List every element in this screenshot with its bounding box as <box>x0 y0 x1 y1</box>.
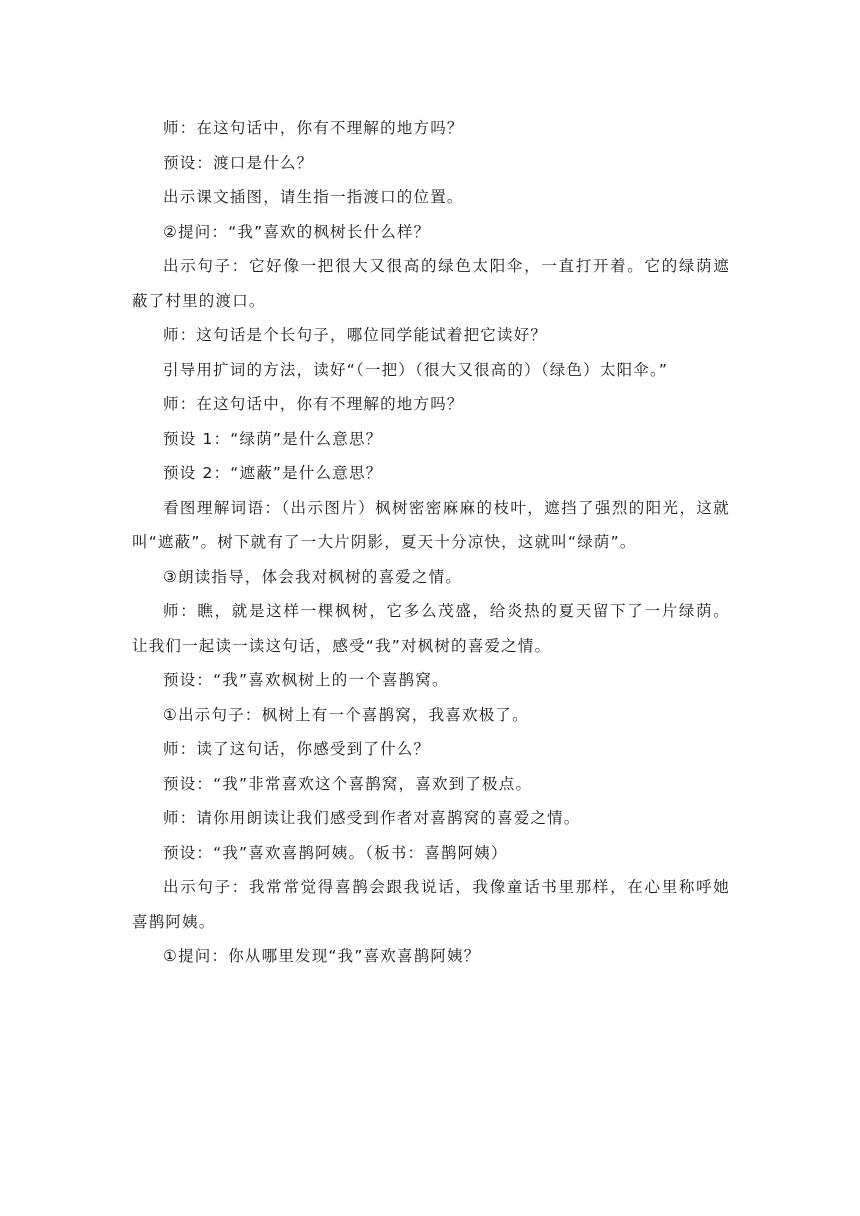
paragraph: 出示课文插图，请生指一指渡口的位置。 <box>163 188 464 206</box>
paragraph: 预设 2：“遮蔽”是什么意思？ <box>163 464 383 482</box>
paragraph: 师：在这句话中，你有不理解的地方吗？ <box>163 395 464 413</box>
paragraph: 出示句子：我常常觉得喜鹊会跟我说话，我像童话书里那样，在心里称呼她喜鹊阿姨。 <box>132 878 730 931</box>
paragraph: ③朗读指导，体会我对枫树的喜爱之情。 <box>163 567 462 586</box>
paragraph: 预设：“我”非常喜欢这个喜鹊窝，喜欢到了极点。 <box>163 774 533 793</box>
paragraph: 看图理解词语：（出示图片）枫树密密麻麻的枝叶，遮挡了强烈的阳光，这就叫“遮蔽”。树下就有了一大片阴影，夏天十分凉快，这就叫“绿荫”。 <box>132 498 730 551</box>
paragraph: 预设：“我”喜欢喜鹊阿姨。（板书：喜鹊阿姨） <box>163 843 508 862</box>
paragraph: 引导用扩词的方法，读好“（一把）（很大又很高的）（绿色）太阳伞。” <box>163 360 669 379</box>
paragraph: 出示句子：它好像一把很大又很高的绿色太阳伞，一直打开着。它的绿荫遮蔽了村里的渡口。 <box>132 257 730 310</box>
paragraph: 预设 1：“绿荫”是什么意思？ <box>163 429 383 448</box>
paragraph: 师：请你用朗读让我们感受到作者对喜鹊窝的喜爱之情。 <box>163 809 581 827</box>
paragraph: ②提问：“我”喜欢的枫树长什么样？ <box>163 222 431 241</box>
paragraph: 师：读了这句话，你感受到了什么？ <box>163 740 431 758</box>
paragraph: 师：在这句话中，你有不理解的地方吗？ <box>163 119 464 137</box>
paragraph: 师：这句话是个长句子，哪位同学能试着把它读好？ <box>163 326 548 344</box>
paragraph: ①出示句子：枫树上有一个喜鹊窝，我喜欢极了。 <box>163 705 529 724</box>
paragraph: 预设：“我”喜欢枫树上的一个喜鹊窝。 <box>163 671 449 689</box>
document-page <box>132 111 730 974</box>
paragraph: 师：瞧，就是这样一棵枫树，它多么茂盛，给炎热的夏天留下了一片绿荫。让我们一起读一读这句话，感受“我”对枫树的喜爱之情。 <box>132 602 730 655</box>
paragraph: 预设：渡口是什么？ <box>163 153 314 172</box>
paragraph: ①提问：你从哪里发现“我”喜欢喜鹊阿姨？ <box>163 947 481 965</box>
